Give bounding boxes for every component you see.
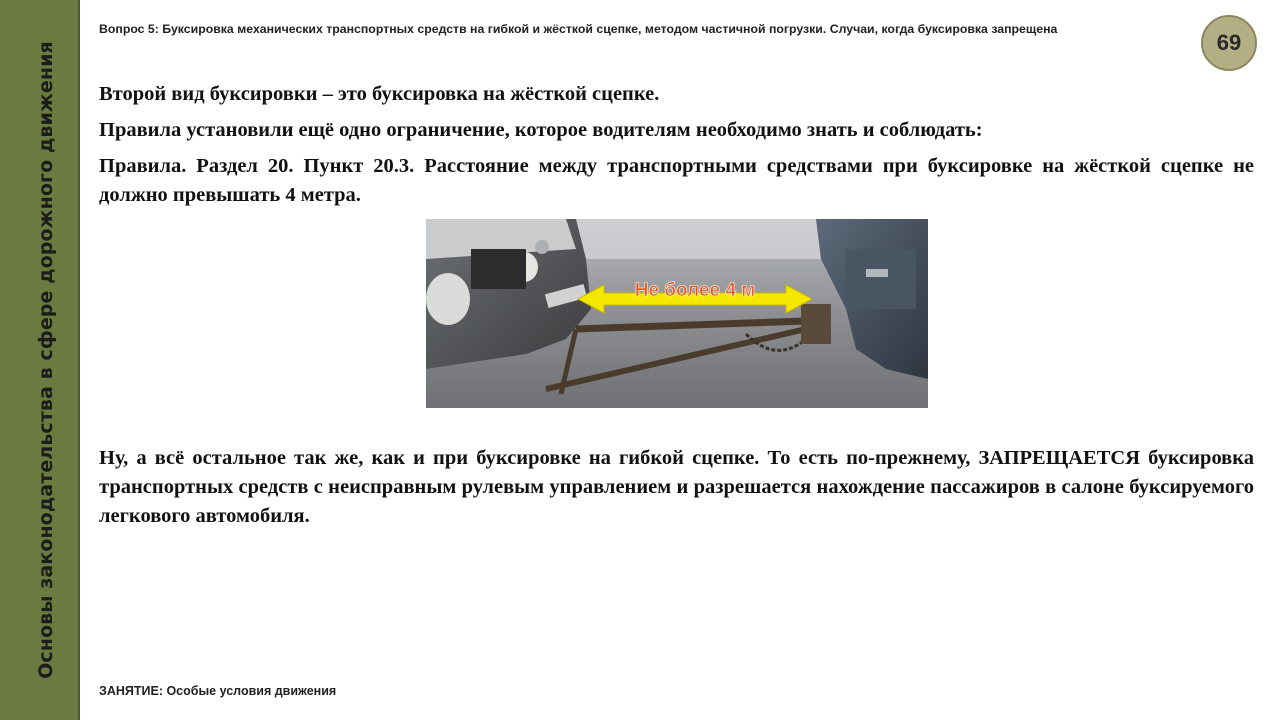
paragraph-prohibitions: Ну, а всё остальное так же, как и при буксировке на гибкой сцепке. То есть по-прежнему, ЗАПРЕЩАЕТСЯ буксировка транспортных средств с неисправным рулевым управлением и разрешается нахождение пассажиров в салоне буксируемого легкового автомобиля. (99, 447, 1254, 527)
question-title: Вопрос 5: Буксировка механических транспортных средств на гибкой и жёсткой сцепке, методом частичной погрузки. Случаи, когда буксировка запрещена (99, 22, 1058, 36)
headlight (426, 273, 470, 325)
main-content (99, 80, 1254, 217)
paragraph-restriction: Правила установили ещё одно ограничение, которое водителям необходимо знать и соблюдать: (99, 119, 983, 141)
paragraph-rule-20-3: Правила. Раздел 20. Пункт 20.3. Расстояние между транспортными средствами при буксировке на жёсткой сцепке не должно превышать 4 метра. (99, 155, 1254, 206)
page-number-badge: 69 (1201, 15, 1257, 71)
sidebar (0, 0, 80, 720)
distance-label: Не более 4 м (634, 280, 756, 301)
hitch (801, 304, 831, 344)
lesson-footer: ЗАНЯТИЕ: Особые условия движения (99, 684, 337, 698)
sidebar-title: Основы законодательства в сфере дорожного движения (35, 41, 57, 679)
towing-illustration (426, 219, 928, 408)
towing-photo (426, 219, 928, 408)
paragraph-rigid-towing: Второй вид буксировки – это буксировка на жёсткой сцепке. (99, 83, 660, 105)
